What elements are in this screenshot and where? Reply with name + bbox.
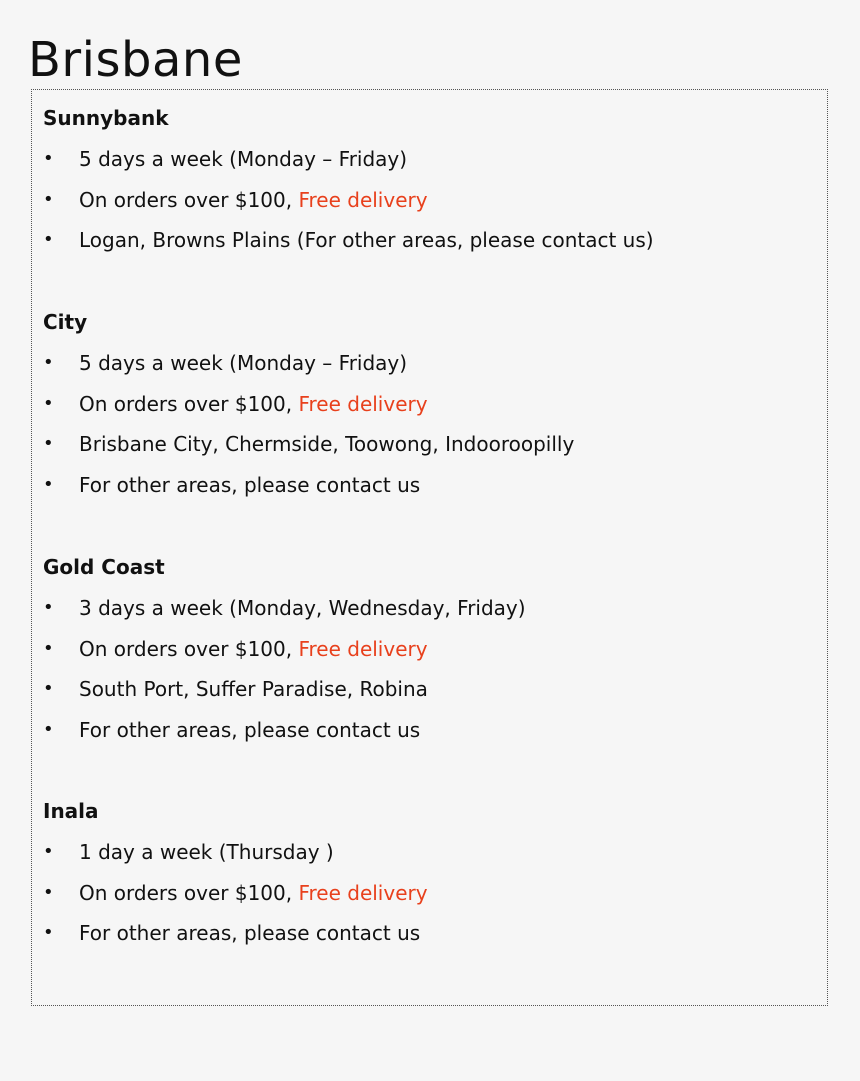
item-text xyxy=(79,881,428,905)
region-heading: Gold Coast xyxy=(43,555,165,579)
item-text xyxy=(79,677,428,701)
item-text-main: Brisbane City, Chermside, Toowong, Indooroopilly xyxy=(79,432,575,457)
bullet-icon: • xyxy=(43,922,54,944)
item-text xyxy=(79,228,654,252)
bullet-icon: • xyxy=(43,637,54,659)
item-text xyxy=(79,432,574,456)
list-item xyxy=(43,637,813,678)
free-delivery-highlight: Free delivery xyxy=(298,636,428,661)
region-gold-coast xyxy=(43,555,813,759)
item-text xyxy=(79,392,428,416)
item-text xyxy=(79,718,420,742)
item-text-main: 5 days a week (Monday – Friday) xyxy=(79,147,408,171)
region-heading: Inala xyxy=(43,799,99,823)
list-item xyxy=(43,188,813,229)
region-list xyxy=(43,351,813,514)
item-text-main: South Port, Suffer Paradise, Robina xyxy=(79,677,428,702)
item-text xyxy=(79,473,420,497)
item-text-main: For other areas, please contact us xyxy=(79,718,421,743)
item-text xyxy=(79,921,420,945)
list-item xyxy=(43,881,813,922)
free-delivery-highlight: Free delivery xyxy=(298,187,428,212)
item-text xyxy=(79,188,428,212)
list-item xyxy=(43,392,813,433)
bullet-icon: • xyxy=(43,474,54,496)
bullet-icon: • xyxy=(43,433,54,455)
item-text-main: Logan, Browns Plains (For other areas, please contact us) xyxy=(79,228,654,253)
bullet-icon: • xyxy=(43,148,54,169)
bullet-icon: • xyxy=(43,719,54,741)
item-text-main: On orders over $100, xyxy=(79,187,299,212)
item-text xyxy=(79,147,407,171)
item-text-main: On orders over $100, xyxy=(79,880,299,905)
item-text-main: On orders over $100, xyxy=(79,391,299,416)
bullet-icon: • xyxy=(43,841,54,862)
bullet-icon: • xyxy=(43,881,54,903)
item-text xyxy=(79,637,428,661)
list-item xyxy=(43,228,813,269)
list-item xyxy=(43,596,813,637)
bullet-icon: • xyxy=(43,392,54,414)
delivery-info-box xyxy=(31,89,828,1006)
item-text-main: 5 days a week (Monday – Friday) xyxy=(79,351,408,375)
list-item xyxy=(43,432,813,473)
list-item xyxy=(43,473,813,514)
region-city xyxy=(43,310,813,514)
region-heading: City xyxy=(43,310,88,334)
bullet-icon: • xyxy=(43,597,54,618)
region-sunnybank xyxy=(43,106,813,269)
free-delivery-highlight: Free delivery xyxy=(298,880,428,905)
region-list xyxy=(43,147,813,269)
item-text-main: For other areas, please contact us xyxy=(79,473,421,498)
item-text-main: For other areas, please contact us xyxy=(79,921,421,946)
region-heading: Sunnybank xyxy=(43,106,169,130)
list-item xyxy=(43,840,813,881)
item-text xyxy=(79,351,407,375)
bullet-icon: • xyxy=(43,352,54,373)
list-item xyxy=(43,677,813,718)
list-item xyxy=(43,718,813,759)
list-item xyxy=(43,147,813,188)
item-text-main: 3 days a week (Monday, Wednesday, Friday) xyxy=(79,596,526,620)
region-inala xyxy=(43,799,813,962)
item-text-main: 1 day a week (Thursday ) xyxy=(79,840,334,864)
item-text-main: On orders over $100, xyxy=(79,636,299,661)
region-list xyxy=(43,840,813,962)
item-text xyxy=(79,596,526,620)
item-text xyxy=(79,840,334,864)
bullet-icon: • xyxy=(43,229,54,251)
region-list xyxy=(43,596,813,759)
bullet-icon: • xyxy=(43,678,54,700)
bullet-icon: • xyxy=(43,188,54,210)
page-title: Brisbane xyxy=(28,32,243,88)
free-delivery-highlight: Free delivery xyxy=(298,391,428,416)
list-item xyxy=(43,351,813,392)
list-item xyxy=(43,921,813,962)
